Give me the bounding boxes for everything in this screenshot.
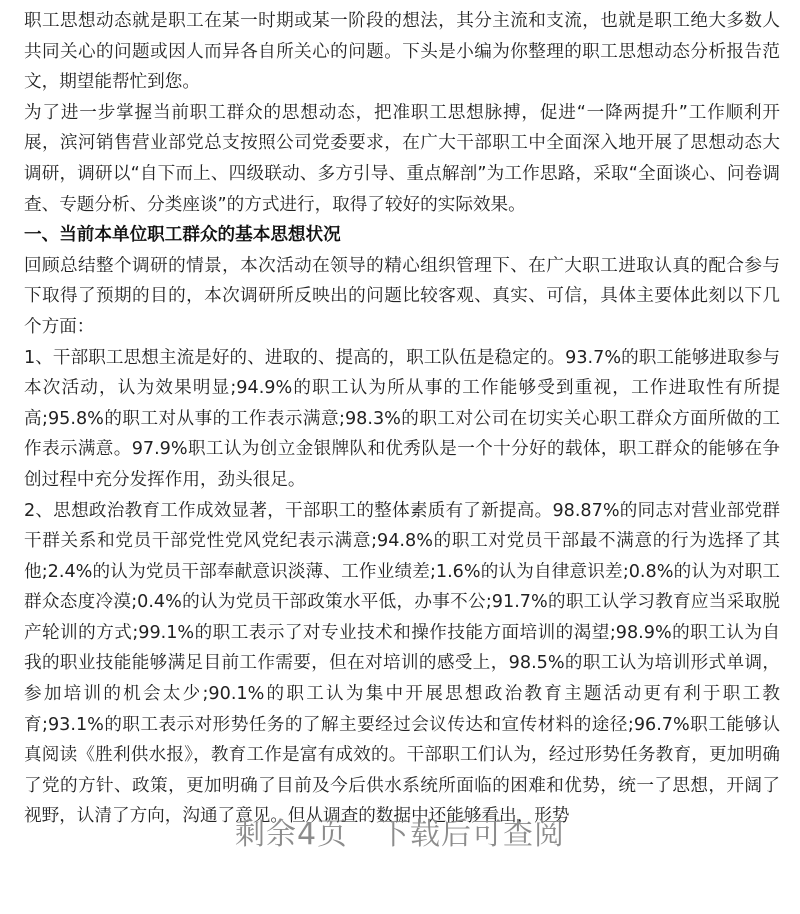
document-body [24,6,780,832]
intro-paragraph: 职工思想动态就是职工在某一时期或某一阶段的想法，其分主流和支流，也就是职工绝大多数人共同关心的问题或因人而异各自所关心的问题。下头是小编为你整理的职工思想动态分析报告范文，期望能帮忙到您。 [24,11,780,93]
remaining-pages-note: 剩余4页 下载后可查阅 [234,817,566,852]
section-paragraph: 1、干部职工思想主流是好的、进取的、提高的，职工队伍是稳定的。93.7%的职工能够进取参与本次活动，认为效果明显;94.9%的职工认为所从事的工作能够受到重视，工作进取性有所提高;95.8%的职工对从事的工作表示满意;98.3%的职工对公司在切实关心职工群众方面所做的工作表示满意。97.9%职工认为创立金银牌队和优秀队是一个十分好的载体，职工群众的能够在争创过程中充分发挥作用，劲头很足。 [24,347,780,490]
section-paragraph: 2、思想政治教育工作成效显著，干部职工的整体素质有了新提高。98.87%的同志对营业部党群干群关系和党员干部党性党风党纪表示满意;94.8%的职工对党员干部最不满意的行为选择了其他;2.4%的认为党员干部奉献意识淡薄、工作业绩差;1.6%的认为自律意识差;0.8%的认为对职工群众态度冷漠;0.4%的认为党员干部政策水平低，办事不公;91.7%的职工认学习教育应当采取脱产轮训的方式;99.1%的职工表示了对专业技术和操作技能方面培训的渴望;98.9%的职工认为自我的职业技能能够满足目前工作需要，但在对培训的感受上，98.5%的职工认为培训形式单调，参加培训的机会太少;90.1%的职工认为集中开展思想政治教育主题活动更有利于职工教育;93.1%的职工表示对形势任务的了解主要经过会议传达和宣传材料的途径;96.7%职工能够认真阅读《胜利供水报》，教育工作是富有成效的。干部职工们认为，经过形势任务教育，更加明确了党的方针、政策，更加明确了目前及今后供水系统所面临的困难和优势，统一了思想，开阔了视野，认清了方向，沟通了意见。但从调查的数据中还能够看出，形势 [24,500,780,827]
background-paragraph: 为了进一步掌握当前职工群众的思想动态，把准职工思想脉搏，促进“一降两提升”工作顺利开展，滨河销售营业部党总支按照公司党委要求，在广大干部职工中全面深入地开展了思想动态大调研，调研以“自下而上、四级联动、多方引导、重点解剖”为工作思路，采取“全面谈心、问卷调查、专题分析、分类座谈”的方式进行，取得了较好的实际效果。 [24,102,780,215]
section-paragraph: 回顾总结整个调研的情景，本次活动在领导的精心组织管理下、在广大职工进取认真的配合参与下取得了预期的目的，本次调研所反映出的问题比较客观、真实、可信，具体主要体此刻以下几个方面： [24,255,780,337]
section-heading: 一、当前本单位职工群众的基本思想状况 [24,225,341,246]
